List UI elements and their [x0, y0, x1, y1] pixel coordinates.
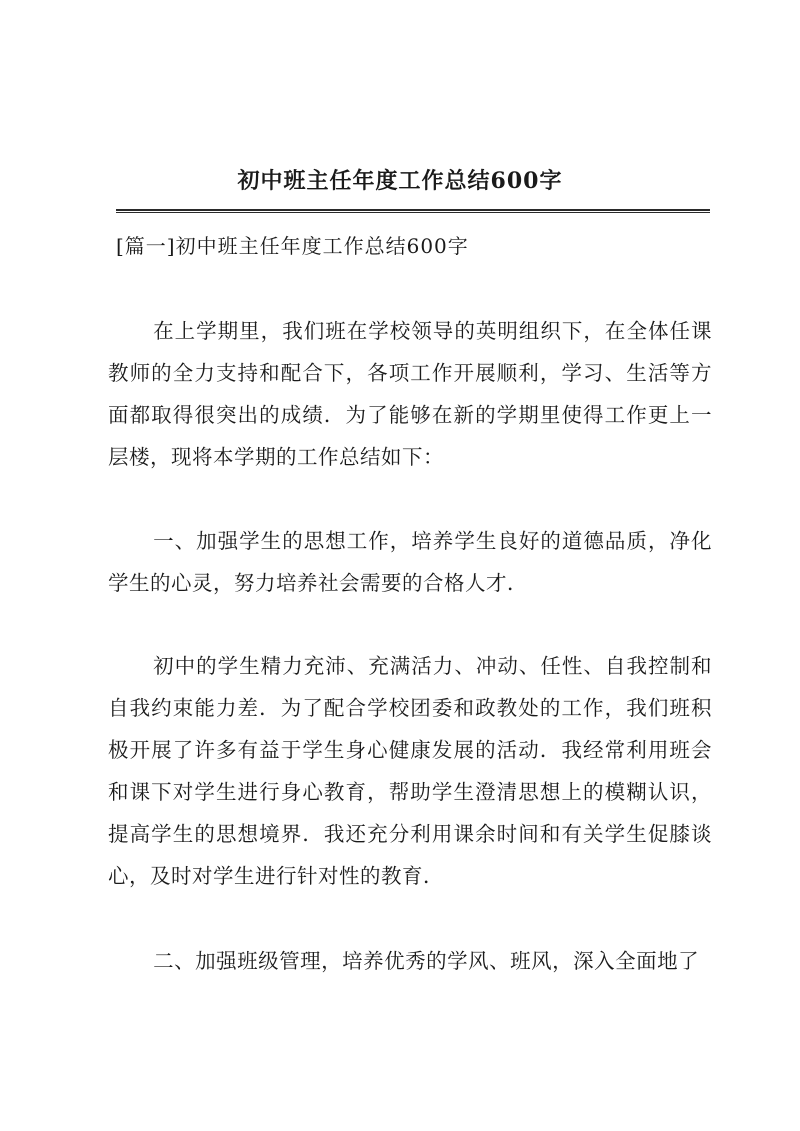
paragraph-point-two: 二、加强班级管理，培养优秀的学风、班风，深入全面地了	[153, 949, 700, 973]
title-divider	[116, 209, 710, 213]
section-heading: [篇一]初中班主任年度工作总结600字	[116, 234, 469, 258]
document-title: 初中班主任年度工作总结600字	[237, 168, 563, 194]
paragraph-body: 初中的学生精力充沛、充满活力、冲动、任性、自我控制和自我约束能力差．为了配合学校团委和政教处的工作，我们班积极开展了许多有益于学生身心健康发展的活动．我经常利用班会和课下对学生进行身心教育，帮助学生澄清思想上的模糊认识，提高学生的思想境界．我还充分利用课余时间和有关学生促膝谈心，及时对学生进行针对性的教育．	[108, 654, 712, 888]
paragraph-point-one: 一、加强学生的思想工作，培养学生良好的道德品质，净化学生的心灵，努力培养社会需要的合格人才．	[108, 529, 712, 595]
paragraph-intro: 在上学期里，我们班在学校领导的英明组织下，在全体任课教师的全力支持和配合下，各项工作开展顺利，学习、生活等方面都取得很突出的成绩．为了能够在新的学期里使得工作更上一层楼，现将本学期的工作总结如下：	[108, 319, 712, 469]
